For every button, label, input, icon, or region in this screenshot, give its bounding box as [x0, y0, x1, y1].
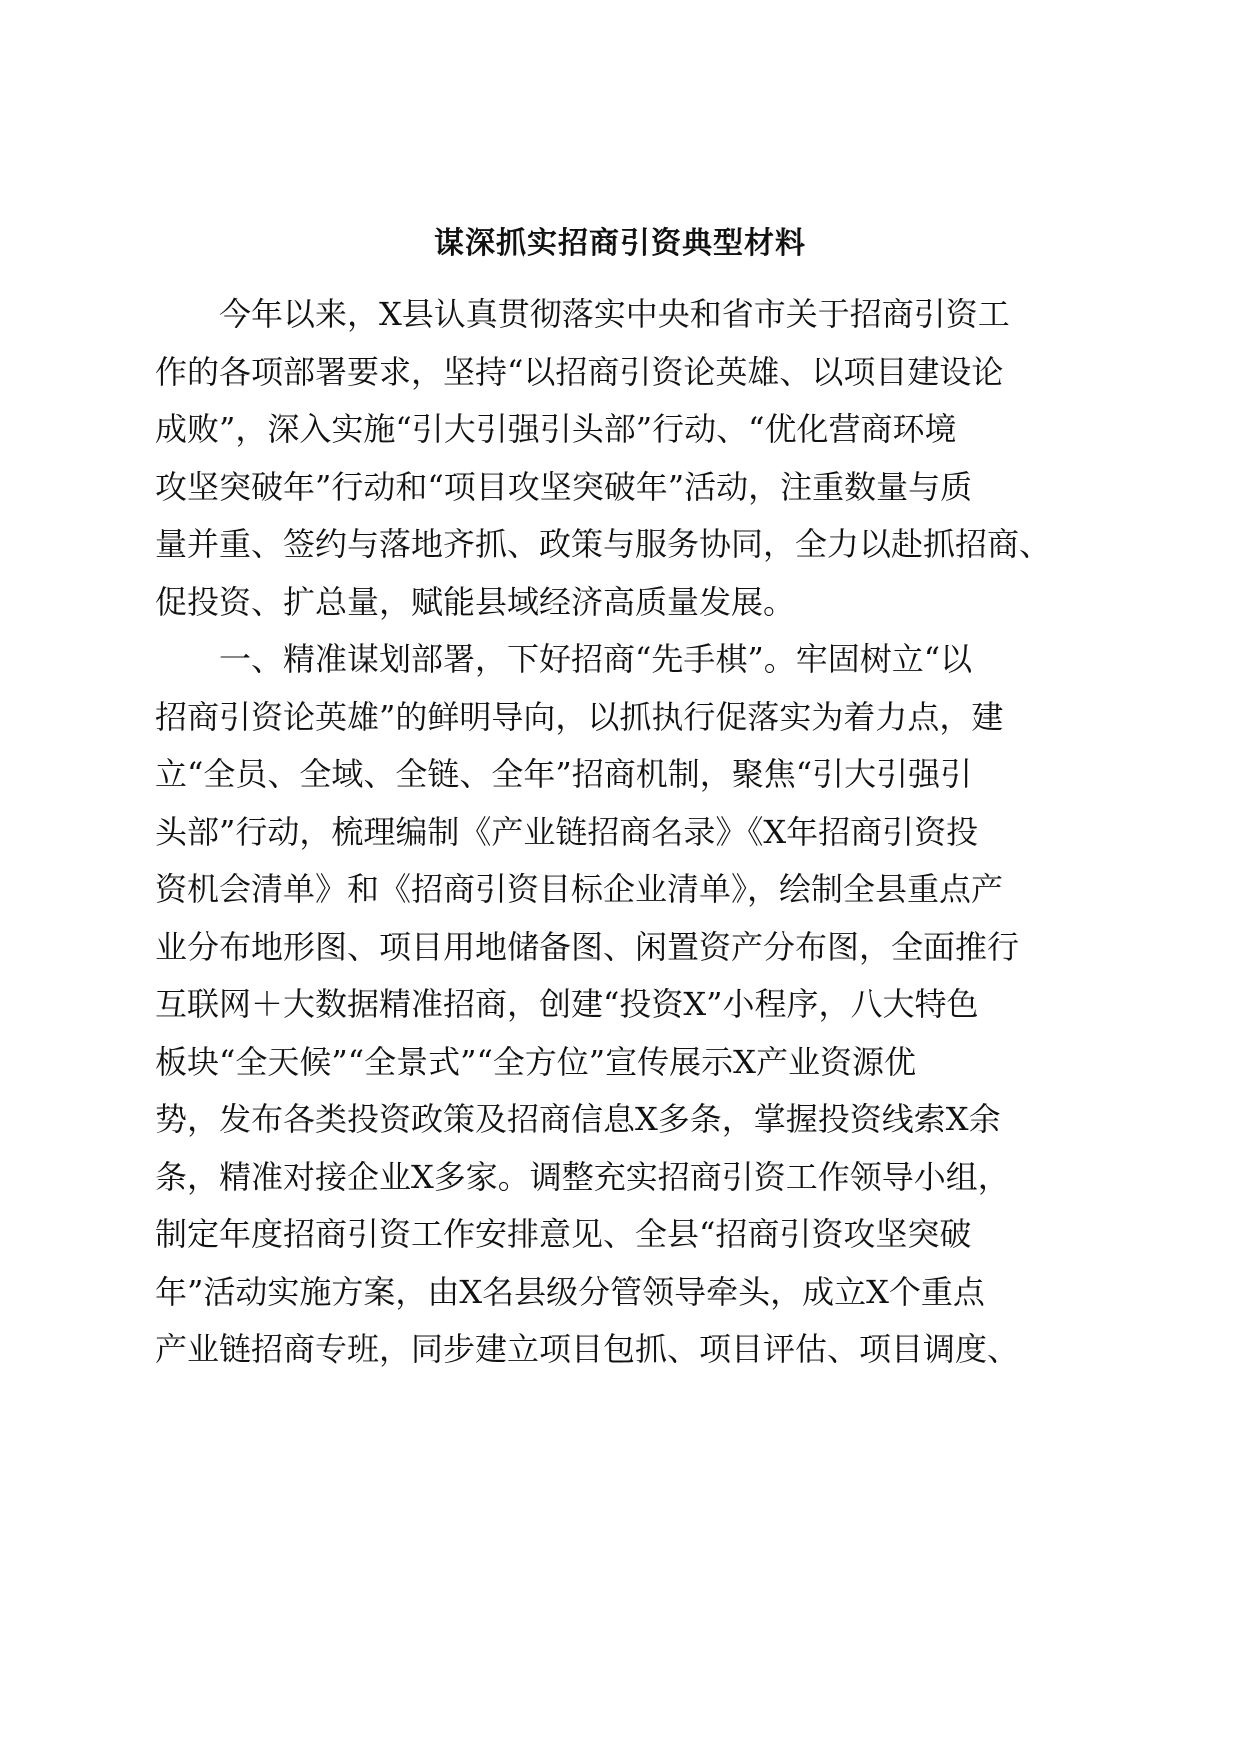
paragraph-line: 攻坚突破年”行动和“项目攻坚突破年”活动，注重数量与质 [155, 468, 973, 506]
paragraph-line: 头部”行动，梳理编制《产业链招商名录》《X年招商引资投 [155, 813, 979, 851]
paragraph-line: 立“全员、全域、全链、全年”招商机制，聚焦“引大引强引 [155, 755, 973, 793]
paragraph-line: 招商引资论英雄”的鲜明导向，以抓执行促落实为着力点，建 [155, 698, 1004, 736]
paragraph-line: 量并重、签约与落地齐抓、政策与服务协同，全力以赴抓招商、 [155, 525, 1052, 563]
paragraph-line: 板块“全天候”“全景式”“全方位”宣传展示X产业资源优 [155, 1043, 916, 1081]
paragraph-line: 互联网＋大数据精准招商，创建“投资X”小程序，八大特色 [155, 985, 979, 1023]
paragraph-line: 制定年度招商引资工作安排意见、全县“招商引资攻坚突破 [155, 1215, 972, 1253]
paragraph-line: 作的各项部署要求，坚持“以招商引资论英雄、以项目建设论 [155, 353, 1004, 391]
section-heading-line: 一、精准谋划部署，下好招商“先手棋”。牢固树立“以 [219, 640, 973, 678]
paragraph-line: 促投资、扩总量，赋能县域经济高质量发展。 [155, 583, 796, 621]
paragraph-line: 势，发布各类投资政策及招商信息X多条，掌握投资线索X余 [155, 1100, 1001, 1138]
paragraph-line: 业分布地形图、项目用地储备图、闲置资产分布图，全面推行 [155, 928, 1020, 966]
paragraph-line: 成败”，深入实施“引大引强引头部”行动、“优化营商环境 [155, 410, 957, 448]
paragraph-line: 产业链招商专班，同步建立项目包抓、项目评估、项目调度、 [155, 1330, 1020, 1368]
paragraph-line: 今年以来，X县认真贯彻落实中央和省市关于招商引资工 [219, 295, 1010, 333]
document-title: 谋深抓实招商引资典型材料 [434, 226, 806, 261]
paragraph-line: 条，精准对接企业X多家。调整充实招商引资工作领导小组， [155, 1158, 1010, 1196]
paragraph-line: 资机会清单》和《招商引资目标企业清单》，绘制全县重点产 [155, 870, 1004, 908]
paragraph-line: 年”活动实施方案，由X名县级分管领导牵头，成立X个重点 [155, 1273, 985, 1311]
